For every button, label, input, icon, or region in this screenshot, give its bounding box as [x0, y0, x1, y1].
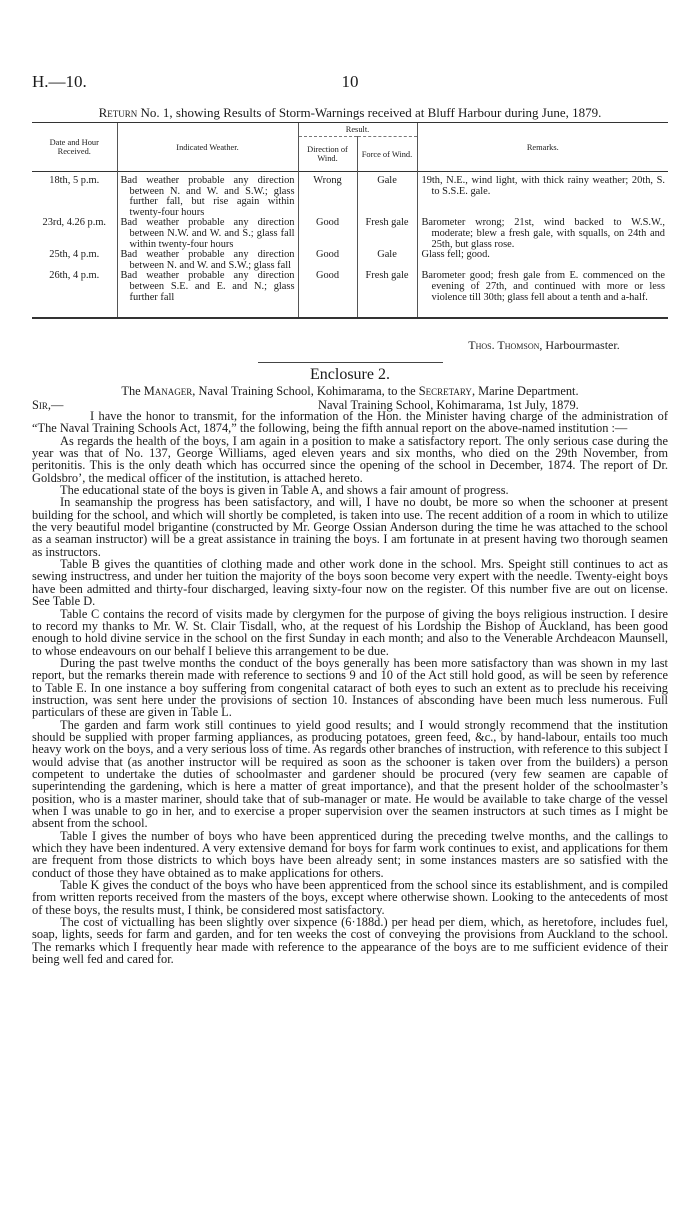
- signature-title: , Harbourmaster.: [539, 338, 620, 352]
- header-force: Force of Wind.: [357, 137, 417, 172]
- cell-remarks: Barometer good; fresh gale from E. commenced on the evening of 27th, and continued with more or less violence till 30th; glass fell about a tenth and a-half.: [417, 271, 668, 318]
- section-divider: [258, 362, 443, 363]
- letter-dateline: Naval Training School, Kohimarama, 1st July, 1879.: [318, 398, 579, 412]
- cell-direction: Wrong: [298, 172, 357, 219]
- storm-warnings-table: [32, 122, 668, 319]
- paragraph: Table K gives the conduct of the boys who have been apprenticed from the school since its establishment, and is compiled from written reports received from the masters of the boys, except where otherwise shown. Looking to the antecedents of most of these boys, the results must, I think, be considered most satisfactory.: [32, 878, 668, 917]
- salutation: Sir,—: [32, 398, 64, 412]
- header-direction: Direction of Wind.: [298, 137, 357, 172]
- from-secretary: Secretary: [418, 384, 472, 398]
- from-text: The: [121, 384, 144, 398]
- signature: [420, 338, 668, 353]
- from-manager: Manager: [143, 384, 193, 398]
- paragraph: Table I gives the number of boys who have been apprenticed during the preceding twelve months, and the callings to which they have been indentured. A very extensive demand for boys for farm work continues to exist, and applications for them are frequent from those districts to which boys have been already sent; in some instances masters are so satisfied with the conduct of those they have obtained as to make applications for others.: [32, 828, 668, 880]
- table-row: [32, 250, 668, 271]
- cell-weather: Bad weather probable any direction between N. and W. and S.W.; glass further fall, but rise again within twenty-four hours: [117, 172, 298, 219]
- cell-weather: Bad weather probable any direction between N. and W. and S.W.; glass fall: [117, 250, 298, 271]
- cell-force: Fresh gale: [357, 218, 417, 250]
- paragraph: Table B gives the quantities of clothing made and other work done in the school. Mrs. Speight still continues to act as sewing instructress, and under her tuition the majority of the boys soon become very expert with the needle. Twenty-eight boys have been admitted and thirty-four discharged, leaving sixty-four now on the register. Of this number five are out on license. See Table D.: [32, 557, 668, 609]
- document-code: H.—10.: [32, 72, 87, 91]
- from-text: , Naval Training School, Kohimarama, to the: [192, 384, 419, 398]
- paragraph: I have the honor to transmit, for the information of the Hon. the Minister having charge of the administration of “The Naval Training Schools Act, 1874,” the following, being the fifth annual report on the above-named institution :—: [32, 409, 668, 436]
- table-row: [32, 218, 668, 250]
- cell-force: Gale: [357, 172, 417, 219]
- paragraph: The cost of victualling has been slightly over sixpence (6·188d.) per head per diem, which, as heretofore, includes fuel, soap, lights, seeds for farm and garden, and for ten weeks the cost of conveying the provisions from Auckland to the school. The remarks which I frequently hear made with reference to the appearance of the boys are to me sufficient evidence of their being well fed and cared for.: [32, 915, 668, 967]
- header-date: Date and Hour Received.: [32, 123, 117, 172]
- cell-date: 18th, 5 p.m.: [49, 175, 100, 186]
- cell-force: Fresh gale: [357, 271, 417, 318]
- return-title-lead: Return: [98, 105, 138, 120]
- table-row: [32, 172, 668, 219]
- cell-date: 23rd, 4.26 p.m.: [42, 217, 106, 229]
- header-weather: Indicated Weather.: [117, 123, 298, 172]
- paragraph: During the past twelve months the conduct of the boys generally has been more satisfactory than was shown in my last report, but the remarks therein made with reference to sections 9 and 10 of the Act still hold good, as will be seen by reference to Table E. In one instance a boy suffering from congenital cataract of both eyes to such an extent as to preclude his receiving instruction, was sent here under the provisions of section 10. Instances of absconding have been much less numerous. Full particulars of these are given in Table L.: [32, 655, 668, 720]
- header-remarks: Remarks.: [417, 123, 668, 172]
- cell-remarks: 19th, N.E., wind light, with thick rainy weather; 20th, S. to S.S.E. gale.: [417, 172, 668, 219]
- page-number: 10: [341, 72, 359, 91]
- enclosure-from-line: [32, 384, 668, 399]
- cell-date: 26th, 4 p.m.: [32, 271, 117, 318]
- enclosure-heading: Enclosure 2.: [310, 366, 390, 383]
- signature-name: Thos. Thomson: [468, 338, 540, 352]
- paragraph: The garden and farm work still continues to yield good results; and I would strongly recommend that the institution should be supplied with proper farming appliances, as producing potatoes, green feed, &c., by hand-labour, entails too much heavy work on the boys, and a very serious loss of time. As regards other branches of instruction, with reference to this subject I would advise that (as another instructor will be required as soon as the schooner is taken over from the builders) a person competent to undertake the duties of schoolmaster and gardener should be procured (very few seamen are capable of superintending the gardening, which is here a matter of great importance), and that the present holder of the schoolmaster’s position, who is a master mariner, should take that of sub-manager or mate. He would be available to take charge of the vessel when I was unable to go in her, and to exercise a proper supervision over the seamen instructors at such times as I might be absent from the school.: [32, 717, 668, 831]
- return-title-rest: No. 1, showing Results of Storm-Warnings received at Bluff Harbour during June, 1879.: [137, 105, 602, 120]
- cell-weather: Bad weather probable any direction between S.E. and E. and N.; glass further fall: [117, 271, 298, 318]
- paragraph: The educational state of the boys is given in Table A, and shows a fair amount of progress.: [60, 483, 509, 498]
- return-title: [32, 105, 668, 121]
- table-row: [32, 271, 668, 318]
- header-result: Result.: [298, 123, 417, 137]
- paragraph: Table C contains the record of visits made by clergymen for the purpose of giving the boys religious instruction. I desire to record my thanks to Mr. W. St. Clair Tisdall, who, at the request of his Lordship the Bishop of Auckland, has been good enough to hold divine service in the school on the first Sunday in each month; and also to the Venerable Archdeacon Maunsell, to whose endeavours on our behalf I believe this arrangement to be due.: [32, 606, 668, 658]
- cell-remarks: Glass fell; good.: [417, 250, 668, 271]
- cell-date: 25th, 4 p.m.: [49, 249, 100, 261]
- cell-remarks: Barometer wrong; 21st, wind backed to W.S.W., moderate; blew a fresh gale, with squalls, on 24th and 25th, but glass rose.: [417, 218, 668, 250]
- cell-direction: Good: [298, 250, 357, 271]
- paragraph: In seamanship the progress has been satisfactory, and will, I have no doubt, be more so when the schooner at present building for the school, and which will shortly be completed, is taken into use. The recent addition of a room in which to utilize the very beautiful model brigantine (constructed by Mr. George Ossian Anderson during the time he was attached to the school as a seaman instructor) will be a great assistance in training the boys. I am fortunate in at present having two thorough seamen as instructors.: [32, 495, 668, 559]
- cell-direction: Good: [298, 271, 357, 318]
- from-text: , Marine Department.: [471, 384, 579, 398]
- letter-body: [32, 410, 668, 965]
- cell-weather: Bad weather probable any direction between N.W. and W. and S.; glass fall within twenty-four hours: [117, 218, 298, 250]
- cell-force: Gale: [357, 250, 417, 271]
- paragraph: As regards the health of the boys, I am again in a position to make a satisfactory report. The only serious case during the year was that of No. 137, George Williams, aged eleven years and six months, who died on the 29th November, from peritonitis. This is the only death which has occurred since the opening of the school in December, 1874. The report of Dr. Goldsbro’, the medical officer of the institution, is attached hereto.: [32, 433, 668, 485]
- cell-direction: Good: [298, 218, 357, 250]
